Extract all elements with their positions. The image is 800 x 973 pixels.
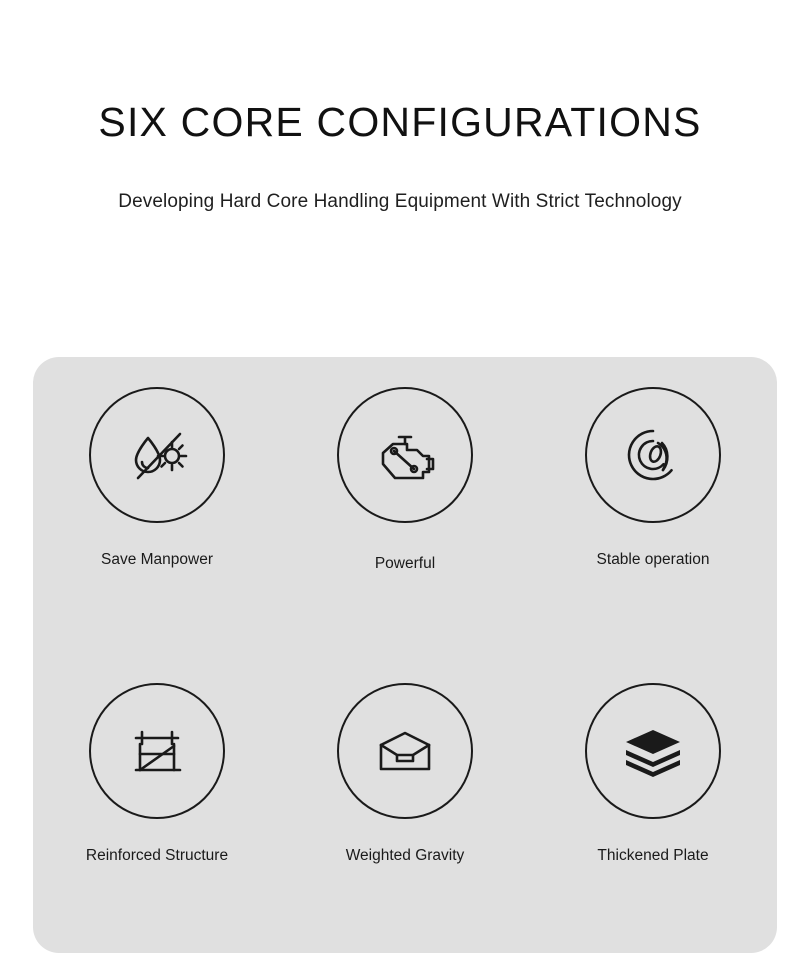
feature-label: Save Manpower bbox=[100, 551, 213, 568]
feature-item bbox=[33, 655, 281, 953]
stacked-plates-icon bbox=[612, 710, 694, 792]
feature-label: Powerful bbox=[374, 555, 436, 572]
feature-icon-circle bbox=[337, 683, 473, 819]
feature-label: Weighted Gravity bbox=[345, 847, 465, 864]
feature-item bbox=[529, 357, 777, 655]
engine-icon bbox=[365, 415, 445, 495]
page-title: SIX CORE CONFIGURATIONS bbox=[98, 99, 702, 145]
feature-icon-circle bbox=[89, 683, 225, 819]
feature-icon-circle bbox=[89, 387, 225, 523]
feature-label: Reinforced Structure bbox=[85, 847, 229, 864]
open-box-icon bbox=[365, 711, 445, 791]
page-header bbox=[0, 0, 800, 213]
features-card bbox=[33, 357, 777, 953]
feature-item bbox=[281, 357, 529, 655]
page-subtitle: Developing Hard Core Handling Equipment With Strict Technology bbox=[118, 191, 682, 213]
feature-icon-circle bbox=[337, 387, 473, 523]
brake-disc-icon bbox=[614, 416, 692, 494]
feature-item bbox=[33, 357, 281, 655]
feature-item bbox=[281, 655, 529, 953]
frame-structure-icon bbox=[118, 712, 196, 790]
feature-icon-circle bbox=[585, 683, 721, 819]
feature-item bbox=[529, 655, 777, 953]
features-grid bbox=[33, 357, 777, 953]
feature-label: Thickened Plate bbox=[597, 847, 709, 864]
feature-label: Stable operation bbox=[596, 551, 710, 568]
feature-icon-circle bbox=[585, 387, 721, 523]
waterproof-drop-icon bbox=[118, 416, 196, 494]
